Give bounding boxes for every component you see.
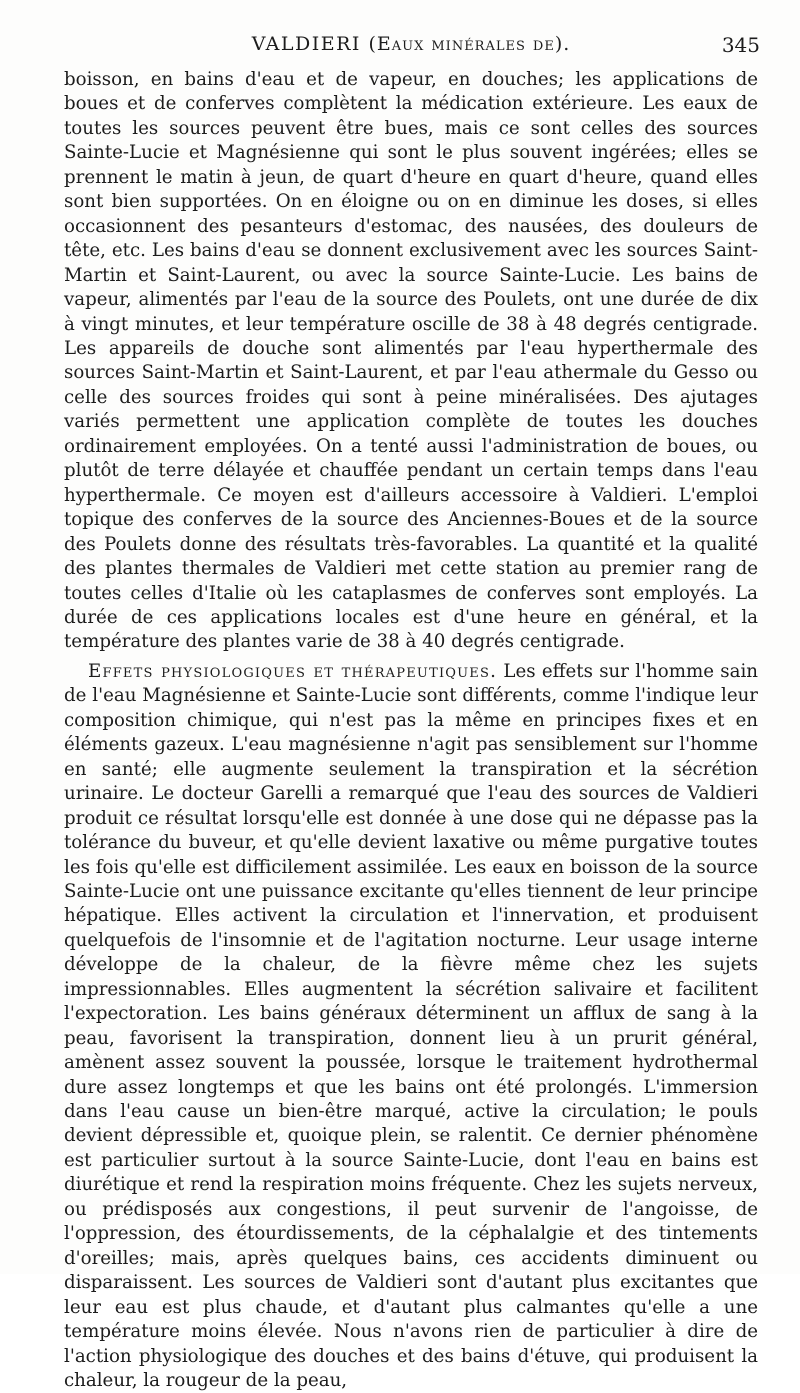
- running-header: [62, 30, 760, 60]
- paragraph-text: boisson, en bains d'eau et de vapeur, en douches; les applications de boues et de conferves complètent la médication extérieure. Les eaux de toutes les sources peuvent être bues, mais ce sont celles des sources Sainte-Lucie et Magnésienne qui sont le plus souvent ingérées; elles se prennent le matin à jeun, de quart d'heure en quart d'heure, quand elles sont bien supportées. On en éloigne ou on en diminue les doses, si elles occasionnent des pesanteurs d'estomac, des nausées, des douleurs de tête, etc. Les bains d'eau se donnent exclusivement avec les sources Saint-Martin et Saint-Laurent, ou avec la source Sainte-Lucie. Les bains de vapeur, alimentés par l'eau de la source des Poulets, ont une durée de dix à vingt minutes, et leur température oscille de 38 à 48 degrés centigrade. Les appareils de douche sont alimentés par l'eau hyperthermale des sources Saint-Martin et Saint-Laurent, et par l'eau athermale du Gesso ou celle des sources froides qui sont à peine minéralisées. Des ajutages variés permettent une application complète de toutes les douches ordinairement employées. On a tenté aussi l'administration de boues, ou plutôt de terre délayée et chauffée pendant un certain temps dans l'eau hyperthermale. Ce moyen est d'ailleurs accessoire à Valdieri. L'emploi topique des conferves de la source des Anciennes-Boues et de la source des Poulets donne des résultats très-favorables. La quantité et la qualité des plantes thermales de Valdieri met cette station au premier rang de toutes celles d'Italie où les cataplasmes de conferves sont employés. La durée de ces applications locales est d'une heure en général, et la température des plantes varie de 38 à 40 degrés centigrade.: [64, 69, 758, 653]
- running-title-main: VALDIERI: [251, 33, 361, 55]
- section-heading: Effets physiologiques et thérapeutiques.: [88, 660, 498, 682]
- running-title-sub: (Eaux minérales de).: [368, 33, 571, 55]
- body-text: [64, 68, 758, 1393]
- page-number: 345: [721, 33, 760, 57]
- running-title: [62, 33, 760, 55]
- paragraph: [64, 660, 758, 1393]
- paragraph: [64, 68, 758, 655]
- paragraph-text: Les effets sur l'homme sain de l'eau Magnésienne et Sainte-Lucie sont différents, comme l'indique leur composition chimique, qui n'est pas la même en principes fixes et en éléments gazeux. L'eau magnésienne n'agit pas sensiblement sur l'homme en santé; elle augmente seulement la transpiration et la sécrétion urinaire. Le docteur Garelli a remarqué que l'eau des sources de Valdieri produit ce résultat lorsqu'elle est donnée à une dose qui ne dépasse pas la tolérance du buveur, et qu'elle devient laxative ou même purgative toutes les fois qu'elle est difficilement assimilée. Les eaux en boisson de la source Sainte-Lucie ont une puissance excitante qu'elles tiennent de leur principe hépatique. Elles activent la circulation et l'innervation, et produisent quelquefois de l'insomnie et de l'agitation nocturne. Leur usage interne développe de la chaleur, de la fièvre même chez les sujets impressionnables. Elles augmentent la sécrétion salivaire et facilitent l'expectoration. Les bains généraux déterminent un afflux de sang à la peau, favorisent la transpiration, donnent lieu à un prurit général, amènent assez souvent la poussée, lorsque le traitement hydrothermal dure assez longtemps et que les bains ont été prolongés. L'immersion dans l'eau cause un bien-être marqué, active la circulation; le pouls devient dépressible et, quoique plein, se ralentit. Ce dernier phénomène est particulier surtout à la source Sainte-Lucie, dont l'eau en bains est diurétique et rend la respiration moins fréquente. Chez les sujets nerveux, ou prédisposés aux congestions, il peut survenir de l'angoisse, de l'oppression, des étourdissements, de la céphalalgie et des tintements d'oreilles; mais, après quelques bains, ces accidents diminuent ou disparaissent. Les sources de Valdieri sont d'autant plus excitantes que leur eau est plus chaude, et d'autant plus calmantes qu'elle a une température moins élevée. Nous n'avons rien de particulier à dire de l'action physiologique des douches et des bains d'étuve, qui produisent la chaleur, la rougeur de la peau,: [64, 660, 758, 1392]
